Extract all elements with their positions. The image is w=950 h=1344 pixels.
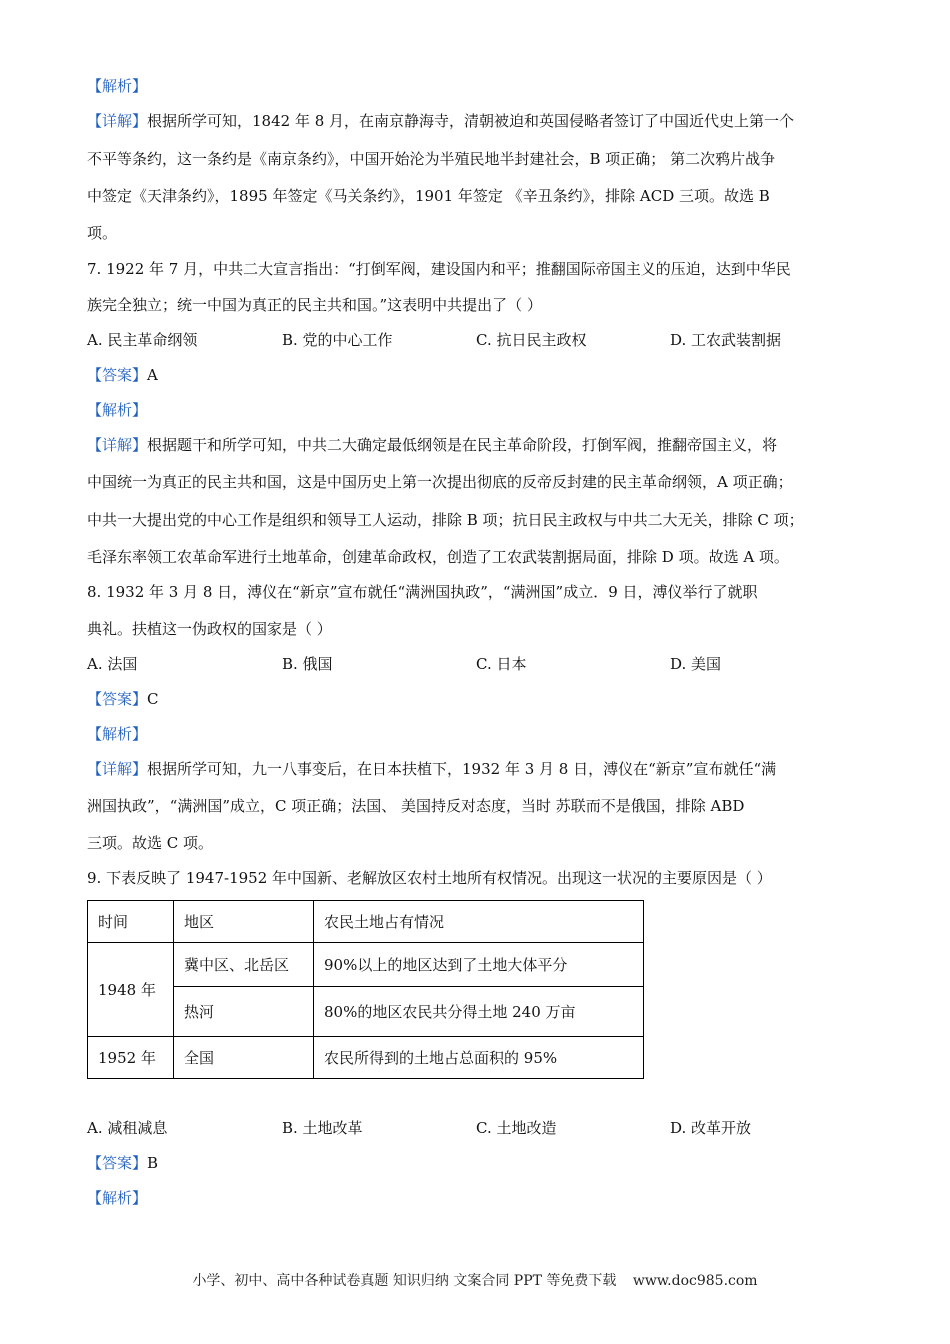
q8-xiangjie-line-2: 洲国执政”，“满洲国”成立，C 项正确；法国、 美国持反对态度，当时 苏联而不是俄国，排除 ABD — [87, 797, 745, 815]
table-header: 时间 — [88, 901, 174, 943]
q8-option-d: D. 美国 — [670, 655, 722, 673]
q7-stem-line-1: 7. 1922 年 7 月，中共二大宣言指出：“打倒军阀，建设国内和平；推翻国际帝国主义的压迫，达到中华民 — [87, 260, 791, 278]
land-ownership-table — [87, 900, 644, 1079]
q7-option-d: D. 工农武装割据 — [670, 331, 782, 349]
jiexi-label: 【解析】 — [87, 401, 148, 419]
q8-option-a: A. 法国 — [87, 655, 138, 673]
footer-text: 小学、初中、高中各种试卷真题 知识归纳 文案合同 PPT 等免费下载 — [192, 1273, 617, 1289]
table-cell-info: 90%以上的地区达到了土地大体平分 — [314, 943, 644, 987]
q8-xiangjie-text: 根据所学可知，九一八事变后，在日本扶植下，1932 年 3 月 8 日，溥仪在“新京”宣布就任“满 — [147, 760, 777, 778]
q7-option-b: B. 党的中心工作 — [282, 331, 393, 349]
table-row — [88, 1037, 644, 1079]
xiangjie-label: 【详解】 — [87, 112, 148, 130]
q9-option-d: D. 改革开放 — [670, 1119, 752, 1137]
q7-xiangjie-line-4: 毛泽东率领工农革命军进行土地革命，创建革命政权，创造了工农武装割据局面，排除 D 项。故选 A 项。 — [87, 548, 789, 566]
q8-option-b: B. 俄国 — [282, 655, 333, 673]
jiexi-label: 【解析】 — [87, 725, 148, 743]
table-cell-year: 1948 年 — [88, 943, 174, 1037]
footer-site-link[interactable]: www.doc985.com — [632, 1273, 758, 1289]
table-cell-info: 80%的地区农民共分得土地 240 万亩 — [314, 987, 644, 1037]
q7-xiangjie-line-2: 中国统一为真正的民主共和国，这是中国历史上第一次提出彻底的反帝反封建的民主革命纲领，A 项正确； — [87, 473, 793, 491]
q6-xiangjie-line-2: 不平等条约，这一条约是《南京条约》，中国开始沦为半殖民地半封建社会，B 项正确； 第二次鸦片战争 — [87, 150, 776, 168]
answer-value: B — [147, 1154, 159, 1172]
table-header-row — [88, 901, 644, 943]
table-header: 地区 — [174, 901, 314, 943]
table-cell-region: 热河 — [174, 987, 314, 1037]
q7-option-c: C. 抗日民主政权 — [476, 331, 587, 349]
q9-answer — [87, 1153, 158, 1173]
answer-value: A — [147, 366, 158, 384]
answer-value: C — [147, 690, 159, 708]
q9-option-b: B. 土地改革 — [282, 1119, 363, 1137]
q6-xiangjie-line-4: 项。 — [87, 224, 118, 242]
q9-option-c: C. 土地改造 — [476, 1119, 557, 1137]
table-row — [88, 943, 644, 987]
table-header: 农民土地占有情况 — [314, 901, 644, 943]
q6-xiangjie-line-1 — [87, 111, 794, 131]
q9-stem: 9. 下表反映了 1947-1952 年中国新、老解放区农村土地所有权情况。出现这一状况的主要原因是（ ） — [87, 869, 772, 887]
q7-xiangjie-line-3: 中共一大提出党的中心工作是组织和领导工人运动，排除 B 项；抗日民主政权与中共二大无关，排除 C 项； — [87, 511, 804, 529]
q8-answer — [87, 689, 159, 709]
xiangjie-label: 【详解】 — [87, 760, 148, 778]
table-cell-info: 农民所得到的土地占总面积的 95% — [314, 1037, 644, 1079]
table-cell-region: 冀中区、北岳区 — [174, 943, 314, 987]
q6-xiangjie-line-3: 中签定《天津条约》，1895 年签定《马关条约》，1901 年签定 《辛丑条约》，排除 ACD 三项。故选 B — [87, 187, 770, 205]
table-cell-region: 全国 — [174, 1037, 314, 1079]
answer-label: 【答案】 — [87, 366, 148, 384]
answer-label: 【答案】 — [87, 1154, 148, 1172]
xiangjie-label: 【详解】 — [87, 436, 148, 454]
q8-option-c: C. 日本 — [476, 655, 527, 673]
q7-xiangjie-line-1 — [87, 435, 777, 455]
jiexi-label: 【解析】 — [87, 1189, 148, 1207]
q8-xiangjie-line-1 — [87, 759, 776, 779]
q8-stem-line-2: 典礼。扶植这一伪政权的国家是（ ） — [87, 620, 332, 638]
q7-stem-line-2: 族完全独立；统一中国为真正的民主共和国。”这表明中共提出了（ ） — [87, 296, 542, 314]
q7-answer — [87, 365, 158, 385]
jiexi-label: 【解析】 — [87, 77, 148, 95]
q7-xiangjie-text: 根据题干和所学可知，中共二大确定最低纲领是在民主革命阶段，打倒军阀，推翻帝国主义，将 — [147, 436, 778, 454]
answer-label: 【答案】 — [87, 690, 148, 708]
page-footer — [0, 1270, 950, 1290]
q9-option-a: A. 减租减息 — [87, 1119, 168, 1137]
table-cell-year: 1952 年 — [88, 1037, 174, 1079]
q8-stem-line-1: 8. 1932 年 3 月 8 日，溥仪在“新京”宣布就任“满洲国执政”，“满洲国”成立．9 日，溥仪举行了就职 — [87, 583, 758, 601]
q6-xiangjie-text: 根据所学可知，1842 年 8 月，在南京静海寺，清朝被迫和英国侵略者签订了中国近代史上第一个 — [147, 112, 795, 130]
q7-option-a: A. 民主革命纲领 — [87, 331, 198, 349]
q8-xiangjie-line-3: 三项。故选 C 项。 — [87, 834, 214, 852]
